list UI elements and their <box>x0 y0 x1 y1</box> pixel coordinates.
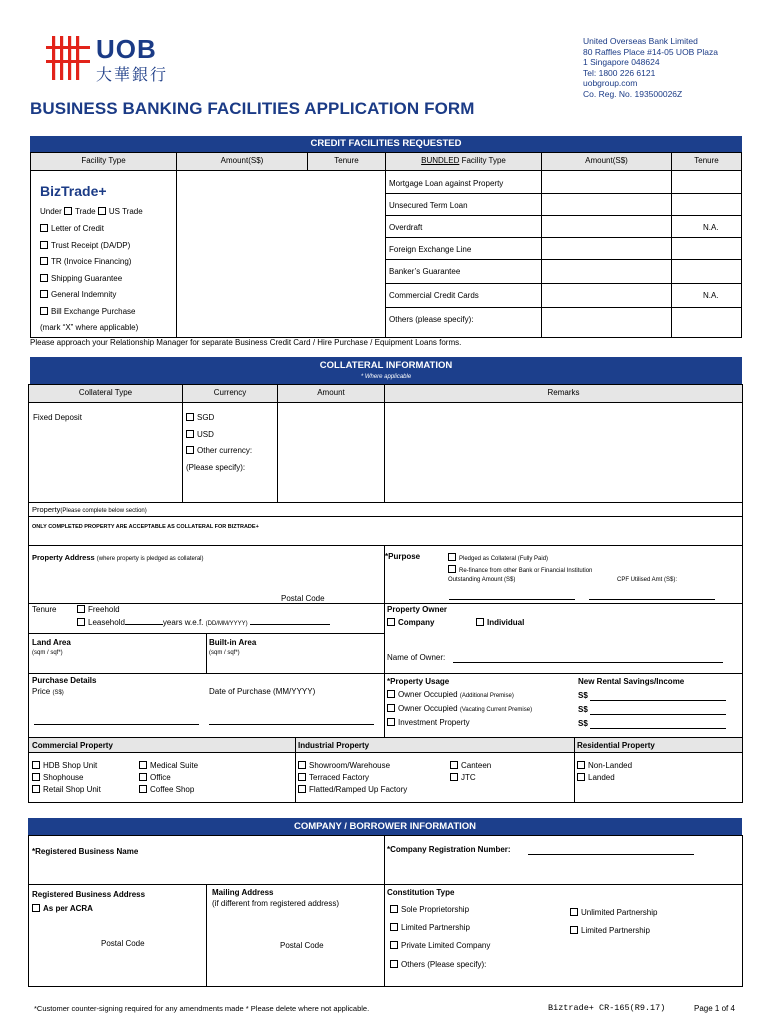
built-in-area-label: Built-in Area <box>209 638 257 647</box>
collateral-section-header <box>30 357 742 384</box>
col-bundled <box>386 156 541 166</box>
property-address-label: Property Address <box>32 553 95 562</box>
constitution-option[interactable] <box>390 960 486 970</box>
industrial-option[interactable] <box>298 773 369 783</box>
checkbox[interactable] <box>298 761 306 769</box>
mailing-address-label: Mailing Address <box>212 888 274 897</box>
property-owner-label: Property Owner <box>387 605 448 614</box>
checkbox[interactable] <box>40 307 48 315</box>
currency-label: USD <box>197 430 214 439</box>
facility-option[interactable] <box>40 307 136 317</box>
bundled-suffix: Facility Type <box>459 156 506 165</box>
industrial-option[interactable] <box>298 785 407 795</box>
new-rental-label: New Rental Savings/Income <box>578 677 685 686</box>
usage-option[interactable] <box>387 704 532 714</box>
checkbox[interactable] <box>40 224 48 232</box>
checkbox[interactable] <box>390 960 398 968</box>
constitution-option-label: Private Limited Company <box>401 941 491 950</box>
property-usage-label: *Property Usage <box>387 677 450 686</box>
credit-section-header <box>30 136 742 152</box>
leasehold-label: Leasehold <box>88 618 125 627</box>
uob-logo-chinese: 大華銀行 <box>96 67 169 84</box>
footer-form-code: Biztrade+ CR-165(R9.17) <box>548 1003 666 1013</box>
industrial-option-label: Terraced Factory <box>309 773 370 782</box>
checkbox[interactable] <box>139 773 147 781</box>
checkbox[interactable] <box>390 905 398 913</box>
outstanding-label: Outstanding Amount (S$) <box>448 577 516 583</box>
postal-code-label: Postal Code <box>101 939 145 948</box>
facility-option[interactable] <box>40 257 131 267</box>
commercial-option[interactable] <box>139 773 171 783</box>
checkbox[interactable] <box>387 718 395 726</box>
checkbox[interactable] <box>32 904 40 912</box>
fixed-deposit-label: Fixed Deposit <box>33 413 82 422</box>
checkbox[interactable] <box>570 926 578 934</box>
residential-option-label: Non-Landed <box>588 761 633 770</box>
currency-option[interactable] <box>186 430 214 440</box>
rental-sgd: S$ <box>578 719 588 728</box>
address-line: 80 Raffles Place #14-05 UOB Plaza <box>583 46 718 57</box>
rental-sgd: S$ <box>578 705 588 714</box>
currency-label: SGD <box>197 413 215 422</box>
as-per-acra-option[interactable] <box>32 904 93 914</box>
address-line: United Overseas Bank Limited <box>583 36 698 46</box>
checkbox[interactable] <box>387 704 395 712</box>
industrial-option[interactable] <box>450 761 491 771</box>
us-trade-checkbox[interactable] <box>98 207 106 215</box>
mailing-note: (if different from registered address) <box>212 899 340 908</box>
checkbox[interactable] <box>40 241 48 249</box>
owner-individual-option[interactable] <box>476 618 524 628</box>
checkbox[interactable] <box>390 923 398 931</box>
facility-option[interactable] <box>40 241 130 251</box>
col-remarks: Remarks <box>547 388 580 397</box>
checkbox[interactable] <box>450 773 458 781</box>
biztrade-label: BizTrade+ <box>40 183 107 199</box>
tenure-option[interactable] <box>77 618 330 628</box>
commercial-option[interactable] <box>32 761 97 771</box>
bundled-item-fx: Foreign Exchange Line <box>389 245 472 254</box>
commercial-option-label: Medical Suite <box>150 761 199 770</box>
constitution-option[interactable] <box>570 926 650 936</box>
company-table <box>28 835 743 987</box>
checkbox[interactable] <box>186 446 194 454</box>
checkbox[interactable] <box>40 290 48 298</box>
purpose-option[interactable] <box>448 553 548 563</box>
collateral-subheader: * Where applicable <box>360 374 412 380</box>
commercial-option[interactable] <box>32 773 83 783</box>
residential-option[interactable] <box>577 761 632 771</box>
na-cards: N.A. <box>703 291 719 300</box>
property-note: (Please complete below section) <box>60 508 147 514</box>
owner-company-label: Company <box>398 618 435 627</box>
property-address-row <box>32 553 204 563</box>
col-collateral-type: Collateral Type <box>78 388 133 397</box>
commercial-option-label: Shophouse <box>43 773 84 782</box>
property-label: Property <box>32 505 61 514</box>
constitution-option-label: Sole Proprietorship <box>401 905 470 914</box>
commercial-option-label: Office <box>150 773 171 782</box>
company-header-text: COMPANY / BORROWER INFORMATION <box>293 821 477 832</box>
facility-option-label: Bill Exchange Purchase <box>51 307 136 316</box>
footer-page-number: Page 1 of 4 <box>694 1004 735 1013</box>
constitution-option-label: Unlimited Partnership <box>581 908 658 917</box>
checkbox[interactable] <box>77 605 85 613</box>
ddmmyyyy-label: (DD/MM/YYYY) <box>205 621 248 627</box>
leasehold-years-field[interactable] <box>125 624 163 625</box>
facility-option-label: Trust Receipt (DA/DP) <box>51 241 131 250</box>
facility-option[interactable] <box>40 224 104 234</box>
collateral-header-text: COLLATERAL INFORMATION <box>319 360 453 371</box>
collateral-table <box>28 384 743 803</box>
currency-option[interactable] <box>186 446 252 456</box>
company-section-header <box>28 818 742 835</box>
bank-address <box>583 36 718 99</box>
currency-option[interactable] <box>186 413 214 423</box>
constitution-option[interactable] <box>390 941 490 951</box>
postal-code-label: Postal Code <box>281 594 325 603</box>
mark-note: (mark “X” where applicable) <box>40 323 139 332</box>
usage-note: (Additional Premise) <box>459 693 514 699</box>
checkbox[interactable] <box>448 565 456 573</box>
col-amount-2: Amount(S$) <box>585 156 628 165</box>
checkbox[interactable] <box>448 553 456 561</box>
checkbox[interactable] <box>298 773 306 781</box>
facility-option[interactable] <box>40 274 122 284</box>
industrial-option-label: Canteen <box>461 761 492 770</box>
col-currency: Currency <box>213 388 247 397</box>
under-row <box>40 207 143 217</box>
usage-label: Owner Occupied <box>398 690 458 699</box>
footer-note: *Customer counter-signing required for any amendments made * Please delete where not applicable. <box>34 1004 370 1013</box>
checkbox[interactable] <box>32 785 40 793</box>
constitution-option-label: Limited Partnership <box>581 926 650 935</box>
checkbox[interactable] <box>40 257 48 265</box>
tenure-option[interactable] <box>77 605 120 615</box>
land-area-unit: (sqm / sqf*) <box>32 650 63 656</box>
industrial-option[interactable] <box>450 773 476 783</box>
bundled-word: BUNDLED <box>421 156 460 165</box>
address-line: Tel: 1800 226 6121 <box>583 67 656 78</box>
bundled-item-bg: Banker’s Guarantee <box>389 267 461 276</box>
constitution-option-label: Limited Partnership <box>401 923 470 932</box>
uob-logo <box>46 36 186 84</box>
constitution-type-label: Constitution Type <box>387 888 455 897</box>
checkbox[interactable] <box>450 761 458 769</box>
purpose-pledged-label: Pledged as Collateral (Fully Paid) <box>459 556 549 562</box>
checkbox[interactable] <box>387 690 395 698</box>
checkbox[interactable] <box>570 908 578 916</box>
constitution-option[interactable] <box>390 905 469 915</box>
commercial-option-label: Coffee Shop <box>150 785 195 794</box>
commercial-option[interactable] <box>32 785 101 795</box>
purpose-option[interactable] <box>448 565 592 575</box>
col-amount: Amount <box>317 388 345 397</box>
residential-property-label: Residential Property <box>577 741 655 750</box>
commercial-option-label: Retail Shop Unit <box>43 785 101 794</box>
purchase-details-label: Purchase Details <box>32 676 97 685</box>
credit-table <box>30 152 742 338</box>
address-line: Co. Reg. No. 193500026Z <box>583 88 683 99</box>
registration-number-label: *Company Registration Number: <box>387 845 511 854</box>
usage-option[interactable] <box>387 690 514 700</box>
please-specify: (Please specify): <box>186 463 246 472</box>
facility-option[interactable] <box>40 290 116 300</box>
trade-checkbox[interactable] <box>64 207 72 215</box>
industrial-option-label: JTC <box>461 773 476 782</box>
constitution-option[interactable] <box>390 923 470 933</box>
currency-label: Other currency: <box>197 446 253 455</box>
facility-option-label: TR (Invoice Financing) <box>51 257 132 266</box>
us-trade-label: US Trade <box>108 207 143 216</box>
checkbox[interactable] <box>139 785 147 793</box>
name-of-owner-label: Name of Owner: <box>387 653 446 662</box>
facility-option-label: Shipping Guarantee <box>51 274 123 283</box>
col-facility-type: Facility Type <box>81 156 126 165</box>
checkbox[interactable] <box>298 785 306 793</box>
checkbox[interactable] <box>577 761 585 769</box>
commercial-option[interactable] <box>139 761 198 771</box>
freehold-label: Freehold <box>88 605 120 614</box>
property-row <box>32 505 147 515</box>
usage-option[interactable] <box>387 718 470 728</box>
rental-sgd: S$ <box>578 691 588 700</box>
uob-logo-mark-icon <box>46 36 94 80</box>
industrial-option[interactable] <box>298 761 390 771</box>
usage-note: (Vacating Current Premise) <box>459 707 533 713</box>
form-title: BUSINESS BANKING FACILITIES APPLICATION FORM <box>30 99 475 118</box>
cpf-label: CPF Utilised Amt (S$): <box>617 577 678 583</box>
col-tenure: Tenure <box>334 156 359 165</box>
checkbox[interactable] <box>476 618 484 626</box>
col-amount: Amount(S$) <box>220 156 264 165</box>
checkbox[interactable] <box>40 274 48 282</box>
industrial-option-label: Showroom/Warehouse <box>309 761 391 770</box>
property-address-note: (where property is pledged as collateral) <box>96 556 204 562</box>
under-label: Under <box>40 207 62 216</box>
wef-date-field[interactable] <box>250 624 330 625</box>
address-line: 1 Singapore 048624 <box>583 57 660 67</box>
years-wef-label: years w.e.f. <box>162 618 204 627</box>
col-tenure-2: Tenure <box>694 156 719 165</box>
checkbox[interactable] <box>186 430 194 438</box>
facility-option-label: General Indemnity <box>51 290 117 299</box>
uob-logo-text: UOB <box>96 34 157 64</box>
registered-address-label: Registered Business Address <box>32 890 146 899</box>
checkbox[interactable] <box>32 761 40 769</box>
date-of-purchase-label: Date of Purchase (MM/YYYY) <box>209 687 316 696</box>
land-area-label: Land Area <box>32 638 71 647</box>
industrial-property-label: Industrial Property <box>298 741 370 750</box>
postal-code-label: Postal Code <box>280 941 324 950</box>
constitution-option-label: Others (Please specify): <box>401 960 487 969</box>
owner-individual-label: Individual <box>487 618 525 627</box>
checkbox[interactable] <box>186 413 194 421</box>
bundled-item-mortgage: Mortgage Loan against Property <box>389 179 504 188</box>
checkbox[interactable] <box>139 761 147 769</box>
facility-option-label: Letter of Credit <box>51 224 104 233</box>
residential-option-label: Landed <box>588 773 615 782</box>
price-label: Price <box>32 687 51 696</box>
industrial-option-label: Flatted/Ramped Up Factory <box>309 785 408 794</box>
purpose-refinance-label: Re-finance from other Bank or Financial Institution <box>459 568 593 574</box>
commercial-option-label: HDB Shop Unit <box>43 761 98 770</box>
address-line: uobgroup.com <box>583 78 638 88</box>
commercial-property-label: Commercial Property <box>32 741 113 750</box>
bundled-item-others: Others (please specify): <box>389 315 474 324</box>
as-per-acra-label: As per ACRA <box>43 904 93 913</box>
built-in-area-unit: (sqm / sqf*) <box>209 650 240 656</box>
bundled-item-cards: Commercial Credit Cards <box>389 291 479 300</box>
credit-header-text: CREDIT FACILITIES REQUESTED <box>310 138 462 149</box>
commercial-option[interactable] <box>139 785 194 795</box>
bundled-item-unsecured: Unsecured Term Loan <box>389 201 468 210</box>
checkbox[interactable] <box>387 618 395 626</box>
checkbox[interactable] <box>577 773 585 781</box>
residential-option[interactable] <box>577 773 615 783</box>
tenure-label: Tenure <box>32 605 57 614</box>
registered-name-label: *Registered Business Name <box>32 847 139 856</box>
na-overdraft: N.A. <box>703 223 719 232</box>
checkbox[interactable] <box>390 941 398 949</box>
usage-label: Owner Occupied <box>398 704 458 713</box>
usage-label: Investment Property <box>398 718 470 727</box>
owner-company-option[interactable] <box>387 618 434 628</box>
trade-label: Trade <box>75 207 96 216</box>
bundled-item-overdraft: Overdraft <box>389 223 423 232</box>
checkbox[interactable] <box>77 618 85 626</box>
price-unit: (S$) <box>52 690 64 696</box>
purpose-label: *Purpose <box>385 552 421 561</box>
credit-footnote: Please approach your Relationship Manager for separate Business Credit Card / Hire Purchase / Equipment Loans forms. <box>30 338 462 347</box>
price-row <box>32 687 64 697</box>
only-completed-note: ONLY COMPLETED PROPERTY ARE ACCEPTABLE AS COLLATERAL FOR BIZTRADE+ <box>32 524 259 530</box>
checkbox[interactable] <box>32 773 40 781</box>
constitution-option[interactable] <box>570 908 657 918</box>
